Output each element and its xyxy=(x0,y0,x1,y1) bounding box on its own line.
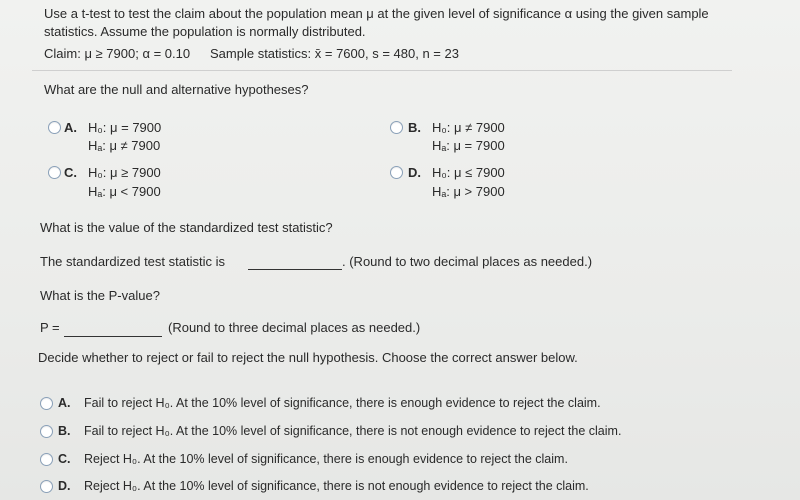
option-decision-c-letter: C. xyxy=(58,452,71,466)
question-decision: Decide whether to reject or fail to reject the null hypothesis. Choose the correct answer below. xyxy=(38,350,578,365)
test-statistic-hint: . (Round to two decimal places as needed.) xyxy=(342,254,593,269)
option-hyp-d-h0: H₀: μ ≤ 7900 xyxy=(432,165,505,180)
option-decision-d-text: Reject H₀. At the 10% level of significance, there is not enough evidence to reject the claim. xyxy=(84,479,589,493)
sample-statistics-text: Sample statistics: x̄ = 7600, s = 480, n = 23 xyxy=(210,46,459,61)
p-value-input[interactable] xyxy=(64,336,162,337)
test-statistic-input[interactable] xyxy=(248,269,342,270)
option-decision-b-text: Fail to reject H₀. At the 10% level of significance, there is not enough evidence to reject the claim. xyxy=(84,424,622,438)
test-statistic-label: The standardized test statistic is xyxy=(40,254,225,269)
option-hyp-c-letter: C. xyxy=(64,165,77,180)
option-decision-d-letter: D. xyxy=(58,479,71,493)
option-hyp-b-letter: B. xyxy=(408,120,421,135)
divider xyxy=(32,70,732,71)
radio-hyp-b[interactable] xyxy=(390,121,403,134)
option-hyp-c-ha: Hₐ: μ < 7900 xyxy=(88,184,161,199)
radio-decision-d[interactable] xyxy=(40,480,53,493)
intro-line-1: Use a t-test to test the claim about the population mean μ at the given level of significance α using the given sample xyxy=(44,6,709,21)
option-decision-c-text: Reject H₀. At the 10% level of significance, there is enough evidence to reject the claim. xyxy=(84,452,568,466)
question-p-value: What is the P-value? xyxy=(40,288,160,303)
option-hyp-d-letter: D. xyxy=(408,165,421,180)
radio-hyp-a[interactable] xyxy=(48,121,61,134)
radio-decision-b[interactable] xyxy=(40,425,53,438)
option-hyp-b-ha: Hₐ: μ = 7900 xyxy=(432,138,505,153)
intro-line-2: statistics. Assume the population is normally distributed. xyxy=(44,24,366,39)
radio-hyp-c[interactable] xyxy=(48,166,61,179)
radio-decision-c[interactable] xyxy=(40,453,53,466)
p-value-hint: (Round to three decimal places as needed.) xyxy=(168,320,421,335)
question-test-statistic: What is the value of the standardized test statistic? xyxy=(40,220,333,235)
radio-decision-a[interactable] xyxy=(40,397,53,410)
p-value-label: P = xyxy=(40,320,60,335)
option-decision-a-letter: A. xyxy=(58,396,71,410)
option-hyp-c-h0: H₀: μ ≥ 7900 xyxy=(88,165,161,180)
question-hypotheses: What are the null and alternative hypotheses? xyxy=(44,82,309,97)
option-hyp-d-ha: Hₐ: μ > 7900 xyxy=(432,184,505,199)
option-hyp-a-ha: Hₐ: μ ≠ 7900 xyxy=(88,138,161,153)
option-hyp-a-h0: H₀: μ = 7900 xyxy=(88,120,162,135)
claim-text: Claim: μ ≥ 7900; α = 0.10 xyxy=(44,46,191,61)
option-hyp-b-h0: H₀: μ ≠ 7900 xyxy=(432,120,505,135)
option-hyp-a-letter: A. xyxy=(64,120,77,135)
radio-hyp-d[interactable] xyxy=(390,166,403,179)
option-decision-a-text: Fail to reject H₀. At the 10% level of significance, there is enough evidence to reject the claim. xyxy=(84,396,601,410)
option-decision-b-letter: B. xyxy=(58,424,71,438)
